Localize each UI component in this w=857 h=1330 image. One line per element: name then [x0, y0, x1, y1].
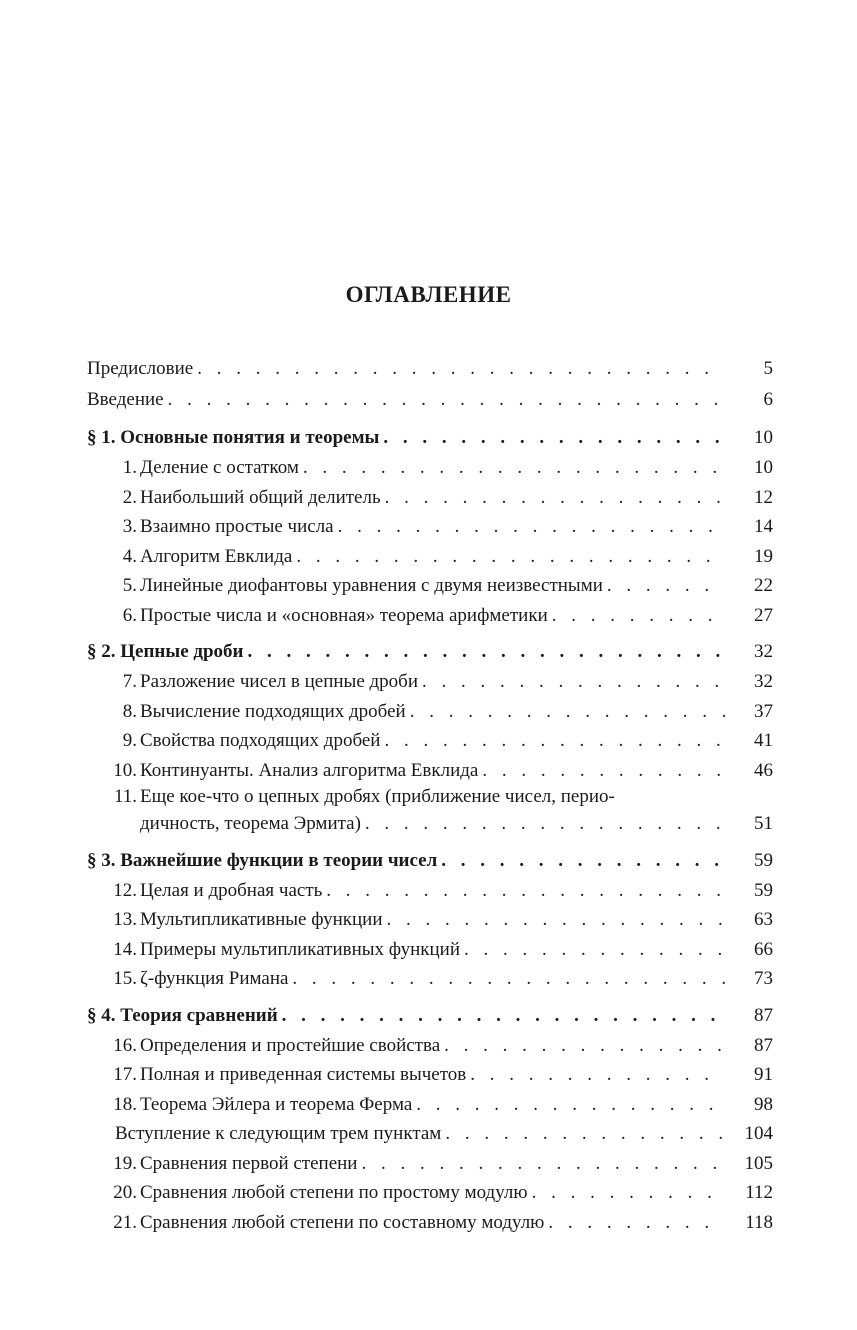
toc-item[interactable] — [87, 876, 773, 906]
toc-item[interactable] — [87, 726, 773, 756]
item-number: 15. — [113, 968, 137, 989]
item-page: 118 — [745, 1211, 773, 1233]
item-label: Полная и приведенная системы вычетов — [140, 1064, 467, 1085]
item-label: ζ-функция Римана — [140, 968, 289, 989]
item-number: 1. — [122, 457, 137, 478]
item-label: Алгоритм Евклида — [140, 545, 293, 567]
entry-page: 6 — [763, 389, 773, 410]
toc-item[interactable] — [87, 1060, 773, 1090]
item-number: 6. — [122, 604, 137, 626]
section-label: § 2. Цепные дроби — [87, 641, 244, 662]
dot-leader — [326, 876, 725, 906]
item-page: 37 — [754, 700, 773, 722]
toc-item[interactable] — [87, 1208, 773, 1238]
item-page: 22 — [754, 575, 773, 596]
toc-section-1[interactable] — [87, 422, 773, 453]
toc-item[interactable] — [87, 697, 773, 727]
item-number: 16. — [113, 1034, 137, 1056]
item-page: 51 — [754, 813, 773, 834]
toc-item[interactable] — [87, 601, 773, 631]
item-number: 21. — [113, 1211, 137, 1233]
item-number: 12. — [113, 879, 137, 901]
item-number: 19. — [113, 1152, 137, 1174]
item-label: Наибольший общий делитель — [140, 486, 381, 508]
item-label: Целая и дробная часть — [140, 879, 323, 901]
toc-item[interactable] — [87, 935, 773, 965]
dot-leader — [296, 542, 725, 572]
item-number: 20. — [113, 1182, 137, 1203]
item-page: 10 — [754, 457, 773, 478]
dot-leader — [168, 385, 725, 415]
item-page: 46 — [754, 759, 773, 781]
item-number: 13. — [113, 909, 137, 930]
item-label: Линейные диофантовы уравнения с двумя неизвестными — [140, 575, 603, 596]
dot-leader — [445, 1119, 725, 1149]
item-number: 14. — [113, 938, 137, 960]
toc-item-continuation[interactable] — [87, 809, 773, 839]
section-label: § 3. Важнейшие функции в теории чисел — [87, 849, 438, 871]
entry-label: Введение — [87, 389, 164, 410]
dot-leader — [548, 1208, 725, 1238]
dot-leader — [441, 845, 725, 876]
dot-leader — [532, 1178, 725, 1208]
toc-item-intro[interactable] — [87, 1119, 773, 1149]
dot-leader — [338, 512, 725, 542]
item-page: 105 — [744, 1152, 773, 1174]
item-label: Мультипликативные функции — [140, 909, 383, 930]
toc-item[interactable] — [87, 571, 773, 601]
toc-section-4[interactable] — [87, 1000, 773, 1031]
item-page: 19 — [754, 545, 773, 567]
item-page: 12 — [754, 486, 773, 508]
toc-entry-preface[interactable] — [87, 354, 773, 385]
item-page: 14 — [754, 516, 773, 537]
item-label: Примеры мультипликативных функций — [140, 938, 461, 960]
dot-leader — [464, 935, 725, 965]
item-label: Определения и простейшие свойства — [140, 1034, 441, 1056]
toc-item[interactable] — [87, 483, 773, 513]
item-page: 73 — [754, 968, 773, 989]
toc-section-2[interactable] — [87, 636, 773, 667]
item-label: Деление с остатком — [140, 457, 299, 478]
section-page: 59 — [754, 849, 773, 871]
item-page: 104 — [744, 1123, 773, 1144]
entry-label: Предисловие — [87, 358, 194, 379]
item-number: 8. — [122, 700, 137, 722]
item-number: 7. — [122, 671, 137, 692]
toc-section-3[interactable] — [87, 845, 773, 876]
dot-leader — [365, 809, 725, 839]
dot-leader — [384, 726, 725, 756]
dot-leader — [361, 1149, 725, 1179]
item-number: 18. — [113, 1093, 137, 1115]
toc-item[interactable] — [87, 1090, 773, 1120]
dot-leader — [197, 354, 725, 384]
item-number: 17. — [113, 1064, 137, 1085]
item-page: 98 — [754, 1093, 773, 1115]
section-page: 10 — [754, 427, 773, 448]
toc-item[interactable] — [87, 1149, 773, 1179]
item-page: 27 — [754, 604, 773, 626]
item-number: 11. — [113, 786, 137, 807]
toc-item[interactable] — [87, 667, 773, 697]
toc-item-multiline[interactable] — [87, 785, 773, 809]
item-number: 2. — [122, 486, 137, 508]
section-page: 87 — [754, 1004, 773, 1026]
dot-leader — [383, 422, 725, 453]
item-page: 66 — [754, 938, 773, 960]
item-label: Свойства подходящих дробей — [140, 730, 381, 751]
item-page: 87 — [754, 1034, 773, 1056]
dot-leader — [444, 1031, 725, 1061]
dot-leader — [410, 697, 725, 727]
dot-leader — [607, 571, 725, 601]
toc-item[interactable] — [87, 964, 773, 994]
toc-entry-introduction[interactable] — [87, 385, 773, 416]
dot-leader — [470, 1060, 725, 1090]
section-page: 32 — [754, 641, 773, 662]
item-label-continuation: дичность, теорема Эрмита) — [140, 813, 361, 834]
item-label: Еще кое-что о цепных дробях (приближение чисел, перио- — [140, 786, 615, 807]
item-page: 112 — [745, 1182, 773, 1203]
dot-leader — [385, 483, 725, 513]
item-label: Взаимно простые числа — [140, 516, 334, 537]
toc-item[interactable] — [87, 756, 773, 786]
item-label: Сравнения первой степени — [140, 1152, 358, 1174]
entry-page: 5 — [763, 358, 773, 379]
item-number: 4. — [122, 545, 137, 567]
item-label: Континуанты. Анализ алгоритма Евклида — [140, 759, 479, 781]
item-label: Простые числа и «основная» теорема арифметики — [140, 604, 548, 626]
item-page: 59 — [754, 879, 773, 901]
item-label: Сравнения любой степени по составному модулю — [140, 1211, 545, 1233]
toc-item[interactable] — [87, 1031, 773, 1061]
dot-leader — [292, 964, 725, 994]
item-label: Разложение чисел в цепные дроби — [140, 671, 419, 692]
item-page: 32 — [754, 671, 773, 692]
item-label: Вычисление подходящих дробей — [140, 700, 406, 722]
section-label: § 1. Основные понятия и теоремы — [87, 427, 380, 448]
item-number: 5. — [122, 575, 137, 596]
dot-leader — [422, 667, 725, 697]
dot-leader — [482, 756, 725, 786]
toc-item[interactable] — [87, 512, 773, 542]
item-label: Вступление к следующим трем пунктам — [115, 1123, 442, 1144]
dot-leader — [416, 1090, 725, 1120]
item-label: Сравнения любой степени по простому модулю — [140, 1182, 528, 1203]
item-label: Теорема Эйлера и теорема Ферма — [140, 1093, 413, 1115]
toc-item[interactable] — [87, 905, 773, 935]
dot-leader — [386, 905, 725, 935]
item-page: 91 — [754, 1064, 773, 1085]
dot-leader — [248, 636, 726, 667]
item-number: 10. — [113, 759, 137, 781]
table-of-contents — [87, 354, 773, 1237]
dot-leader — [282, 1000, 725, 1031]
page-title: ОГЛАВЛЕНИЕ — [345, 282, 512, 307]
item-page: 63 — [754, 909, 773, 930]
toc-item[interactable] — [87, 1178, 773, 1208]
item-page: 41 — [754, 730, 773, 751]
item-number: 3. — [122, 516, 137, 537]
toc-item[interactable] — [87, 453, 773, 483]
item-number: 9. — [122, 730, 137, 751]
dot-leader — [552, 601, 725, 631]
toc-item[interactable] — [87, 542, 773, 572]
dot-leader — [303, 453, 725, 483]
section-label: § 4. Теория сравнений — [87, 1004, 278, 1026]
